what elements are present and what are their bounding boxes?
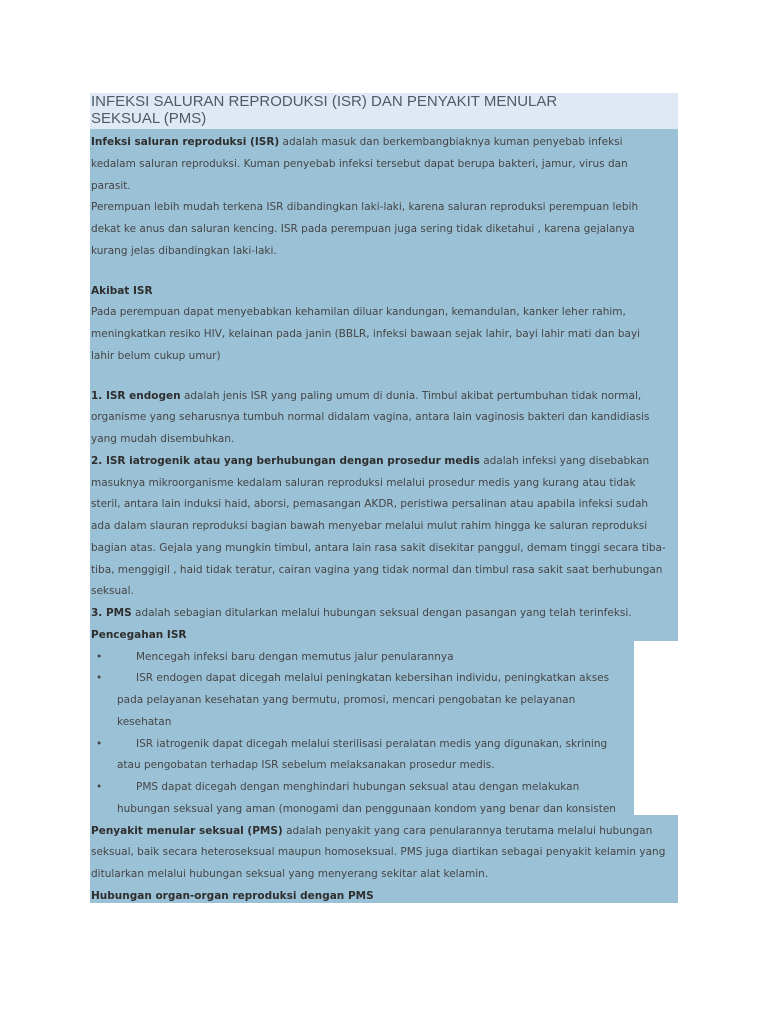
type-line <box>90 386 680 408</box>
intro-line: kedalam saluran reproduksi. Kuman penyebab infeksi tersebut dapat berupa bakteri, jamur, virus dan <box>91 157 628 170</box>
bullet-item <box>90 734 680 756</box>
intro-line <box>90 132 680 154</box>
effects-line: Pada perempuan dapat menyebabkan kehamilan diluar kandungan, kemandulan, kanker leher rahim, <box>91 306 626 319</box>
bullet-item <box>90 647 680 669</box>
pms-line: seksual, baik secara heteroseksual maupun homoseksual. PMS juga diartikan sebagai penyakit kelamin yang <box>91 846 666 859</box>
article-body <box>90 132 680 908</box>
prevention-heading: Pencegahan ISR <box>91 628 187 641</box>
bullet-text: ISR iatrogenik dapat dicegah melalui sterilisasi peralatan medis yang digunakan, skrining <box>136 737 608 750</box>
intro-term: Infeksi saluran reproduksi (ISR) <box>91 136 280 148</box>
bullet-continuation: atau pengobatan terhadap ISR sebelum melaksanakan prosedur medis. <box>117 759 495 772</box>
type-line: yang mudah disembuhkan. <box>91 433 235 445</box>
bullet-icon: • <box>96 650 103 663</box>
type-line: tiba, menggigil , haid tidak teratur, cairan vagina yang tidak normal dan timbul rasa sakit saat berhubungan <box>91 563 663 576</box>
bullet-text: PMS dapat dicegah dengan menghindari hubungan seksual atau dengan melakukan <box>136 781 580 793</box>
pms-line: ditularkan melalui hubungan seksual yang menyerang sekitar alat kelamin. <box>91 868 489 880</box>
type-line: bagian atas. Gejala yang mungkin timbul, antara lain rasa sakit disekitar panggul, demam tinggi secara tiba- <box>91 541 666 554</box>
intro-line: kurang jelas dibandingkan laki-laki. <box>91 244 277 257</box>
bullet-text: ISR endogen dapat dicegah melalui peningkatan kebersihan individu, peningkatkan akses <box>136 672 610 685</box>
type-line: ada dalam slauran reproduksi bagian bawah menyebar melalui mulut rahim hingga ke saluran reproduksi <box>91 520 648 532</box>
bullet-icon: • <box>96 737 103 750</box>
type-line: organisme yang seharusnya tumbuh normal didalam vagina, antara lain vaginosis bakteri dan kandidiasis <box>91 411 650 424</box>
type-text: adalah jenis ISR yang paling umum di dunia. Timbul akibat pertumbuhan tidak normal, <box>183 389 642 402</box>
page-title-line: INFEKSI SALURAN REPRODUKSI (ISR) DAN PENYAKIT MENULAR <box>91 93 558 110</box>
type-line <box>90 451 680 473</box>
intro-text: adalah masuk dan berkembangbiaknya kuman penyebab infeksi <box>282 136 623 148</box>
bullet-icon: • <box>96 672 103 685</box>
pms-term: Penyakit menular seksual (PMS) <box>91 824 283 837</box>
title-box <box>90 93 678 129</box>
intro-line: dekat ke anus dan saluran kencing. ISR pada perempuan juga sering tidak diketahui , karena gejalanya <box>91 223 635 235</box>
relation-heading: Hubungan organ-organ reproduksi dengan PMS <box>91 889 374 902</box>
bullet-icon: • <box>96 781 103 793</box>
type-term: 2. ISR iatrogenik atau yang berhubungan dengan prosedur medis <box>91 454 480 467</box>
paragraph-spacer <box>90 368 680 386</box>
paragraph-spacer <box>90 263 680 281</box>
type-line <box>90 603 680 625</box>
intro-line: parasit. <box>91 179 131 192</box>
bullet-item <box>90 668 680 690</box>
page-title-line: SEKSUAL (PMS) <box>91 110 207 127</box>
bullet-continuation: hubungan seksual yang aman (monogami dan penggunaan kondom yang benar dan konsisten <box>117 802 616 815</box>
effects-heading: Akibat ISR <box>91 284 153 297</box>
type-text: adalah sebagian ditularkan melalui hubungan seksual dengan pasangan yang telah terinfeksi. <box>135 607 632 619</box>
bullet-text: Mencegah infeksi baru dengan memutus jalur penularannya <box>136 650 454 663</box>
pms-text: adalah penyakit yang cara penularannya terutama melalui hubungan <box>286 824 653 837</box>
bullet-item <box>90 777 680 799</box>
type-line: seksual. <box>91 585 134 598</box>
effects-line: lahir belum cukup umur) <box>91 349 221 362</box>
type-text: adalah infeksi yang disebabkan <box>483 454 650 467</box>
bullet-continuation: pada pelayanan kesehatan yang bermutu, promosi, mencari pengobatan ke pelayanan <box>117 694 576 706</box>
intro-line: Perempuan lebih mudah terkena ISR dibandingkan laki-laki, karena saluran reproduksi perempuan lebih <box>91 201 639 214</box>
effects-line: meningkatkan resiko HIV, kelainan pada janin (BBLR, infeksi bawaan sejak lahir, bayi lahir mati dan bayi <box>91 328 641 340</box>
type-line: masuknya mikroorganisme kedalam saluran reproduksi melalui prosedur medis yang kurang atau tidak <box>91 476 636 489</box>
bullet-continuation: kesehatan <box>117 715 172 728</box>
type-line: steril, antara lain induksi haid, aborsi, pemasangan AKDR, peristiwa persalinan atau apabila infeksi sudah <box>91 498 649 511</box>
type-term: 1. ISR endogen <box>91 389 181 402</box>
type-term: 3. PMS <box>91 607 132 619</box>
pms-line <box>90 821 680 843</box>
